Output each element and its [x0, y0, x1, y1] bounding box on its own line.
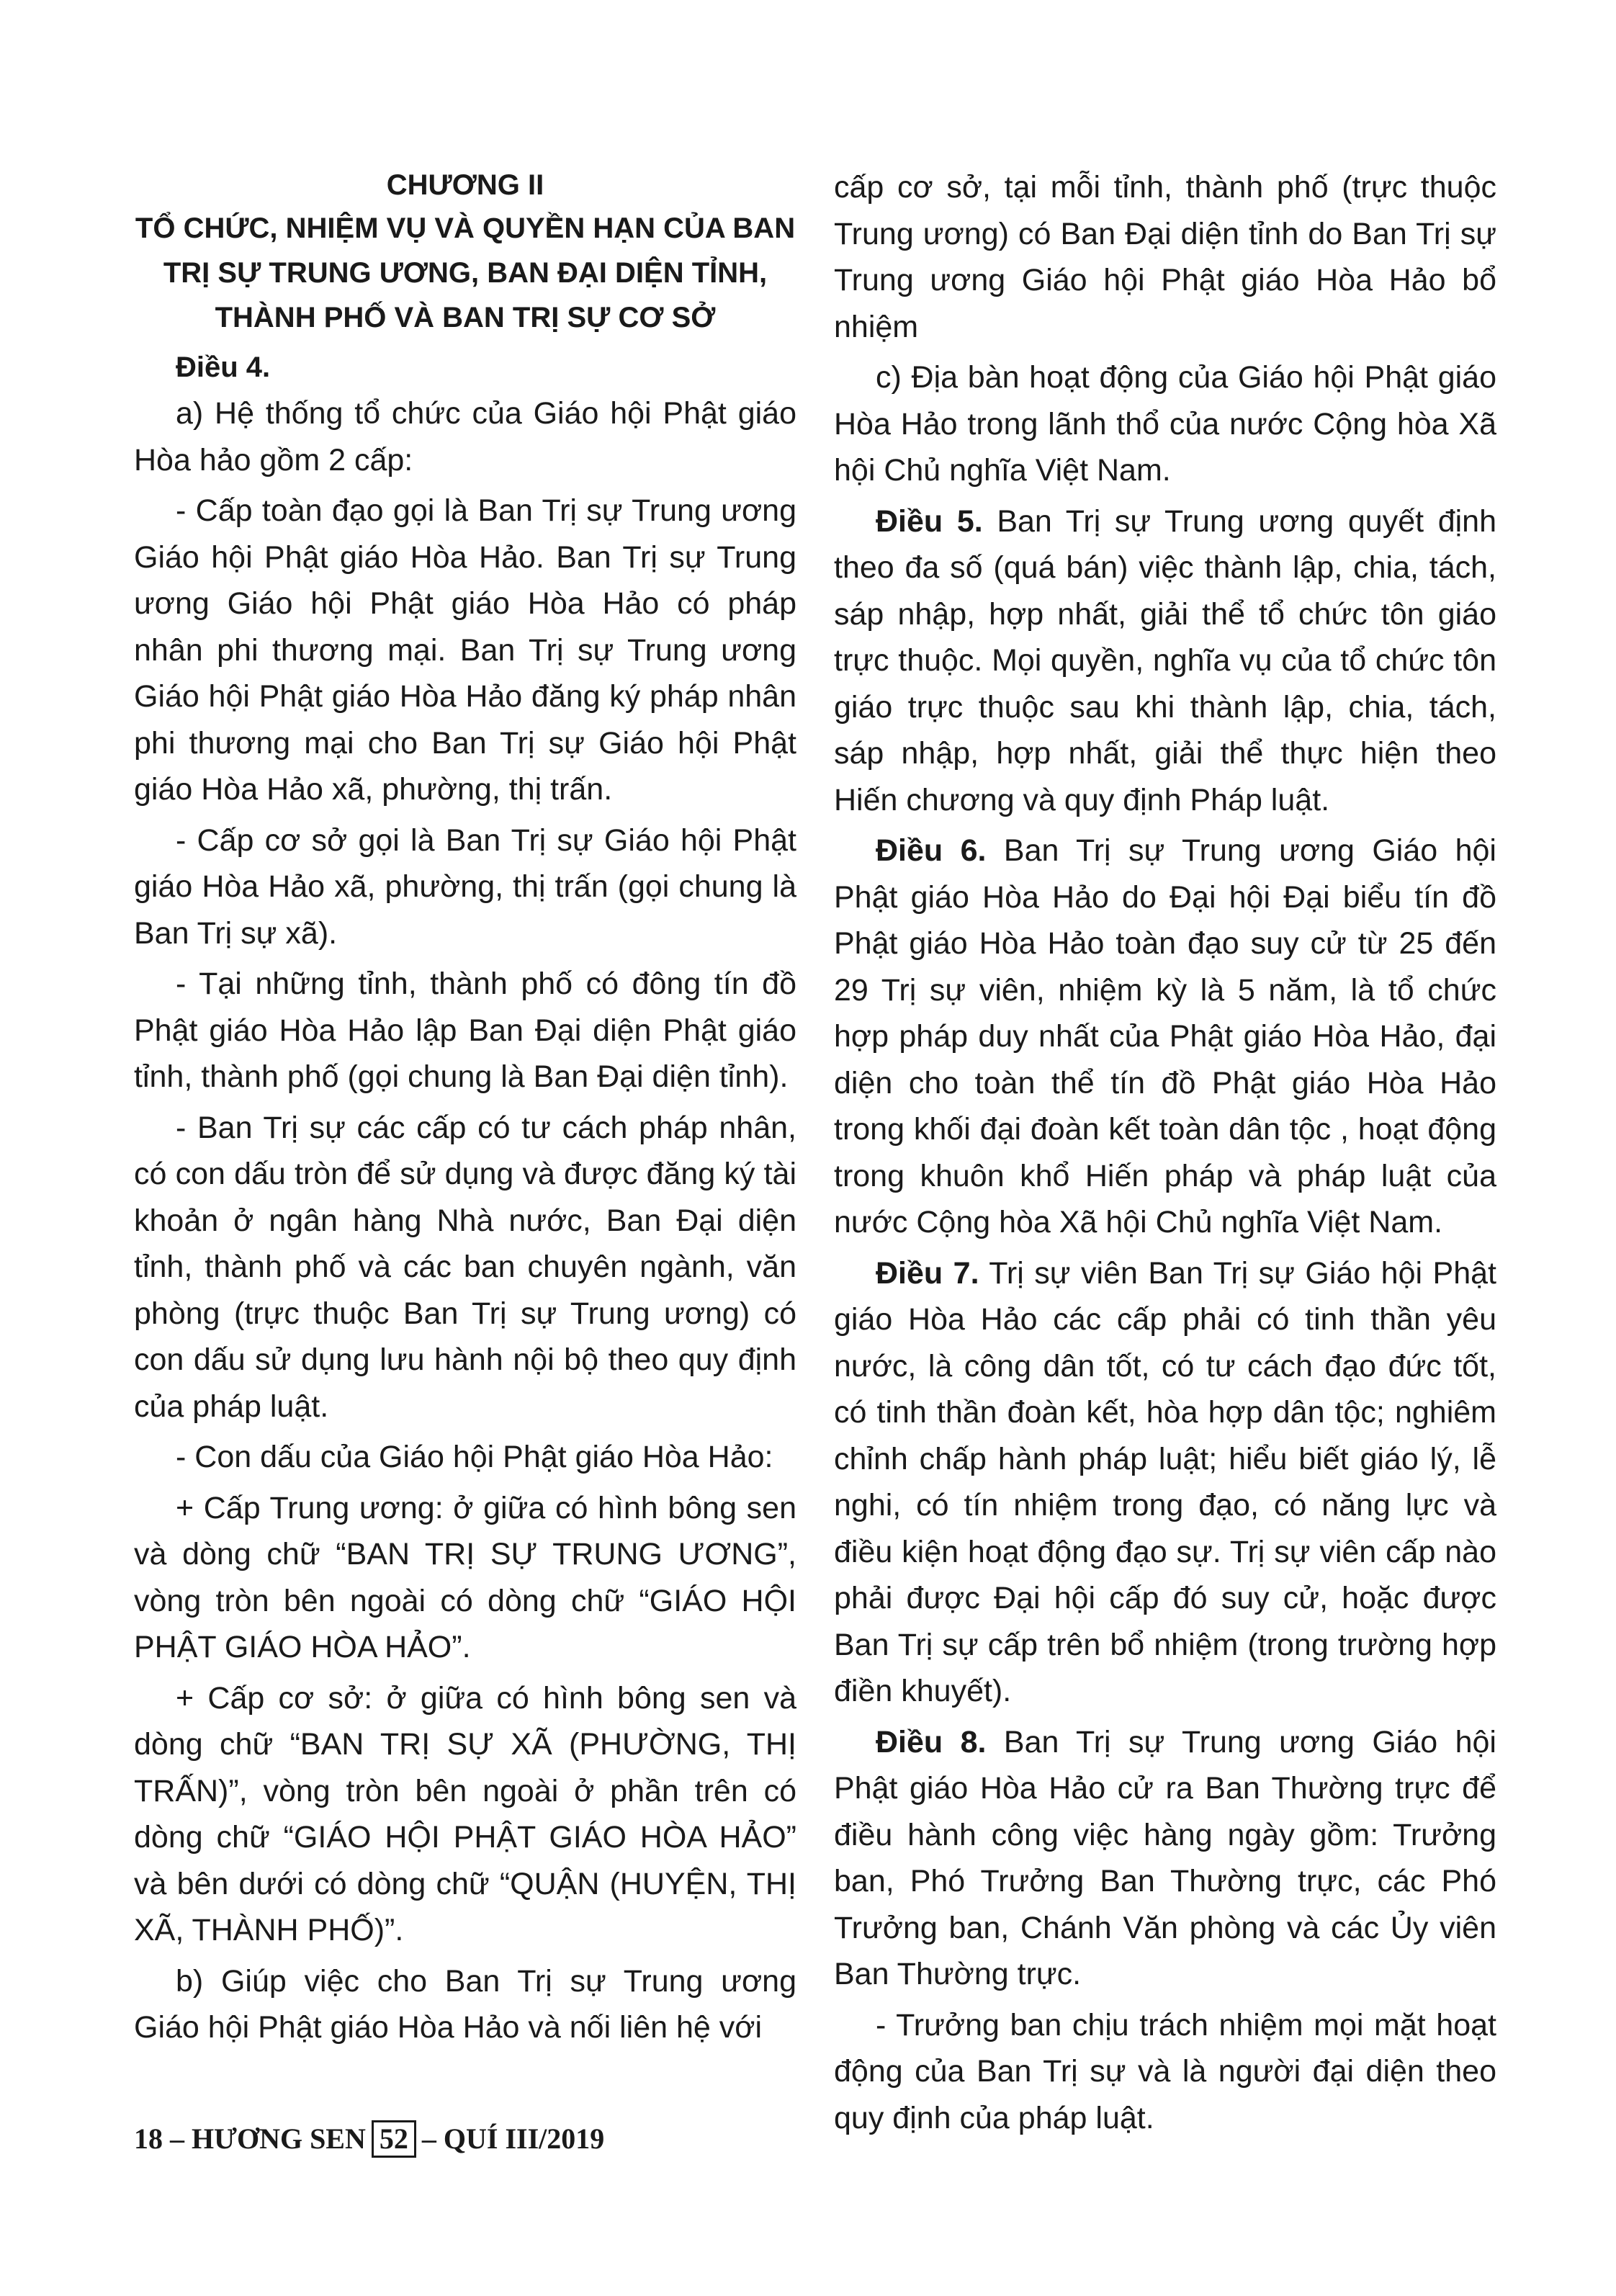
article-8-text: Ban Trị sự Trung ương Giáo hội Phật giáo Hòa Hảo cử ra Ban Thường trực để điều hành công việc hàng ngày gồm: Trưởng ban, Phó Trưởng Ban Thường trực, các Phó Trưởng ban, Chánh Văn phòng và các Ủy viên Ban Thường trực. — [834, 1724, 1496, 1991]
paragraph-item-b: b) Giúp việc cho Ban Trị sự Trung ương Giáo hội Phật giáo Hòa Hảo và nối liên hệ với — [134, 1963, 796, 2045]
article-5-text: Ban Trị sự Trung ương quyết định theo đa số (quá bán) việc thành lập, chia, tách, sáp nhập, hợp nhất, giải thể tổ chức tôn giáo trực thuộc. Mọi quyền, nghĩa vụ của tổ chức tôn giáo trực thuộc sau khi thành lập, chia, tách, sáp nhập, hợp nhất, giải thể thực hiện theo Hiến chương và quy định Pháp luật. — [834, 503, 1496, 817]
left-column — [134, 164, 796, 2055]
paragraph-seal-intro: - Con dấu của Giáo hội Phật giáo Hòa Hảo: — [176, 1440, 773, 1474]
page-footer — [134, 2119, 604, 2159]
article-6-label: Điều 6. — [876, 833, 987, 868]
paragraph-item-c: c) Địa bàn hoạt động của Giáo hội Phật giáo Hòa Hảo trong lãnh thổ của nước Cộng hòa Xã hội Chủ nghĩa Việt Nam. — [834, 360, 1496, 488]
article-7 — [834, 1250, 1496, 1715]
paragraph-head-duty: - Trưởng ban chịu trách nhiệm mọi mặt hoạt động của Ban Trị sự và là người đại diện theo quy định của pháp luật. — [834, 2007, 1496, 2135]
paragraph-seal-base: + Cấp cơ sở: ở giữa có hình bông sen và dòng chữ “BAN TRỊ SỰ XÃ (PHƯỜNG, THỊ TRẤN)”, vòng tròn bên ngoài ở phần trên có dòng chữ “GIÁO HỘI PHẬT GIÁO HÒA HẢO” và bên dưới có dòng chữ “QUẬN (HUYỆN, THỊ XÃ, THÀNH PHỐ)”. — [134, 1680, 796, 1947]
article-8 — [834, 1719, 1496, 1998]
publication-name: – HƯƠNG SEN — [170, 2122, 366, 2155]
article-4-heading: Điều 4. — [176, 351, 271, 383]
paragraph-base-level: - Cấp cơ sở gọi là Ban Trị sự Giáo hội Phật giáo Hòa Hảo xã, phường, thị trấn (gọi chung là Ban Trị sự xã). — [134, 822, 796, 951]
issue-quarter: – QUÍ III/2019 — [421, 2122, 605, 2155]
paragraph-org-system: a) Hệ thống tổ chức của Giáo hội Phật giáo Hòa hảo gồm 2 cấp: — [134, 396, 796, 477]
paragraph-continuation: cấp cơ sở, tại mỗi tỉnh, thành phố (trực thuộc Trung ương) có Ban Đại diện tỉnh do Ban Trị sự Trung ương Giáo hội Phật giáo Hòa Hảo bổ nhiệm — [834, 170, 1496, 344]
article-6-text: Ban Trị sự Trung ương Giáo hội Phật giáo Hòa Hảo do Đại hội Đại biểu tín đồ Phật giáo Hòa Hảo toàn đạo suy cử từ 25 đến 29 Trị sự viên, nhiệm kỳ là 5 năm, là tổ chức hợp pháp duy nhất của Phật giáo Hòa Hảo, đại diện cho toàn thể tín đồ Phật giáo Hòa Hảo trong khối đại đoàn kết toàn dân tộc , hoạt động trong khuôn khổ Hiến pháp và pháp luật của nước Cộng hòa Xã hội Chủ nghĩa Việt Nam. — [834, 833, 1496, 1239]
paragraph-seal-central: + Cấp Trung ương: ở giữa có hình bông sen và dòng chữ “BAN TRỊ SỰ TRUNG ƯƠNG”, vòng tròn bên ngoài có dòng chữ “GIÁO HỘI PHẬT GIÁO HÒA HẢO”. — [134, 1490, 796, 1664]
page-number: 18 — [134, 2122, 163, 2155]
paragraph-central-level: - Cấp toàn đạo gọi là Ban Trị sự Trung ương Giáo hội Phật giáo Hòa Hảo. Ban Trị sự Trung ương Giáo hội Phật giáo Hòa Hảo có pháp nhân phi thương mại. Ban Trị sự Trung ương Giáo hội Phật giáo Hòa Hảo đăng ký pháp nhân phi thương mại cho Ban Trị sự Giáo hội Phật giáo Hòa Hảo xã, phường, thị trấn. — [134, 493, 796, 807]
article-6 — [834, 828, 1496, 1246]
article-5 — [834, 498, 1496, 824]
issue-number-box: 52 — [372, 2120, 416, 2158]
right-column — [834, 164, 1496, 2145]
article-5-label: Điều 5. — [876, 503, 983, 539]
chapter-title: CHƯƠNG II — [386, 169, 544, 201]
chapter-subtitle: TỔ CHỨC, NHIỆM VỤ VÀ QUYỀN HẠN CỦA BAN TRỊ SỰ TRUNG ƯƠNG, BAN ĐẠI DIỆN TỈNH, THÀNH PHỐ VÀ BAN TRỊ SỰ CƠ SỞ — [135, 212, 796, 333]
article-7-label: Điều 7. — [876, 1255, 979, 1291]
article-7-text: Trị sự viên Ban Trị sự Giáo hội Phật giáo Hòa Hảo các cấp phải có tinh thần yêu nước, là công dân tốt, có tư cách đạo đức tốt, có tinh thần đoàn kết, hòa hợp dân tộc; nghiêm chỉnh chấp hành pháp luật; hiểu biết giáo lý, lễ nghi, có tín nhiệm trong đạo, có năng lực và điều kiện hoạt động đạo sự. Trị sự viên cấp nào phải được Đại hội cấp đó suy cử, hoặc được Ban Trị sự cấp trên bổ nhiệm (trong trường hợp điền khuyết). — [834, 1255, 1496, 1708]
paragraph-legal-entity: - Ban Trị sự các cấp có tư cách pháp nhân, có con dấu tròn để sử dụng và được đăng ký tài khoản ở ngân hàng Nhà nước, Ban Đại diện tỉnh, thành phố và các ban chuyên ngành, văn phòng (trực thuộc Ban Trị sự Trung ương) có con dấu sử dụng lưu hành nội bộ theo quy định của pháp luật. — [134, 1110, 796, 1424]
paragraph-provincial-rep: - Tại những tỉnh, thành phố có đông tín đồ Phật giáo Hòa Hảo lập Ban Đại diện Phật giáo tỉnh, thành phố (gọi chung là Ban Đại diện tỉnh). — [134, 967, 796, 1094]
article-8-label: Điều 8. — [876, 1724, 987, 1759]
